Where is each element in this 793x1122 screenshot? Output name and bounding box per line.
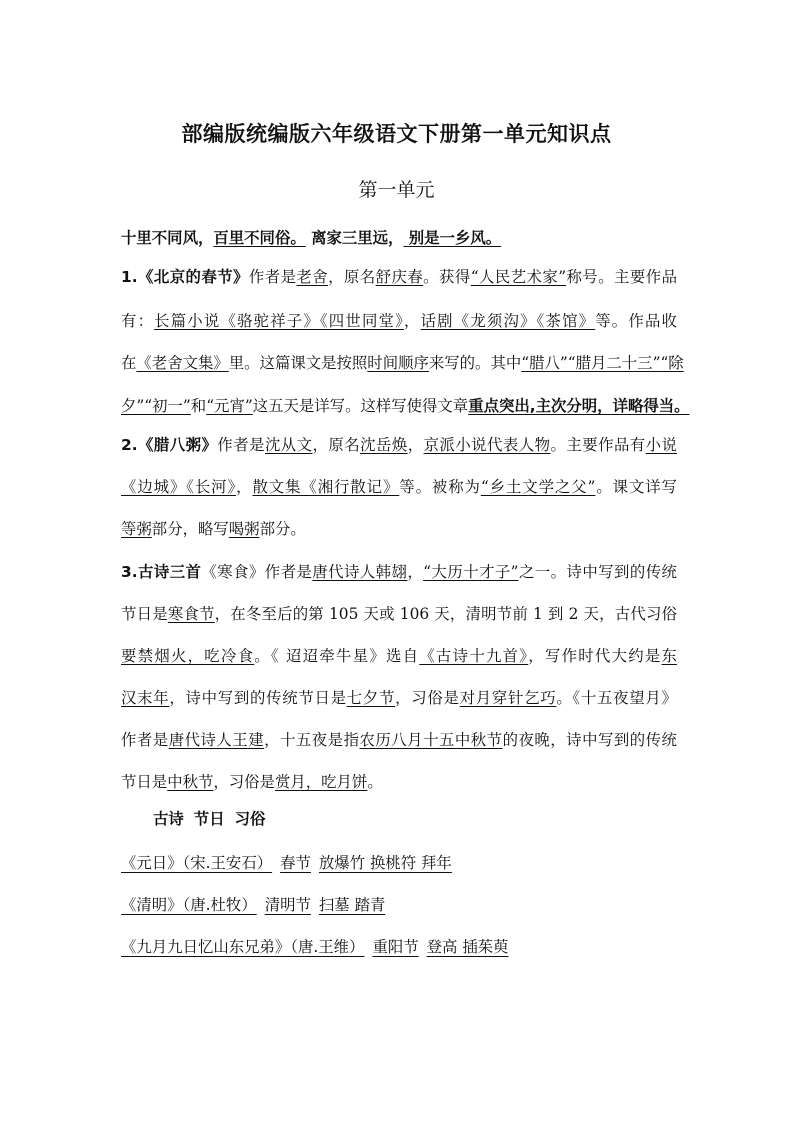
document-title: 部编版统编版六年级语文下册第一单元知识点	[181, 122, 612, 146]
section3-line1: 3.古诗三首《寒食》作者是唐代诗人韩翃，“大历十才子”之一。诗中写到的传统	[121, 563, 677, 581]
section2-line1: 2.《腊八粥》作者是沈从文，原名沈岳焕，京派小说代表人物。主要作品有小说	[121, 436, 677, 454]
unit-heading: 第一单元	[358, 179, 435, 201]
section1-line4: 夕”“初一”和“元宵”这五天是详写。这样写使得文章重点突出,主次分明，详略得当。	[121, 397, 690, 415]
row-custom: 扫墓 踏青	[318, 896, 386, 914]
table-row	[121, 893, 393, 915]
section3-line4: 汉末年，诗中写到的传统节日是七夕节，习俗是对月穿针乞巧。《十五夜望月》	[121, 689, 677, 707]
proverb-part-3: 离家三里远，	[305, 229, 404, 247]
header-custom: 习俗	[234, 810, 266, 828]
section1-line3: 在《老舍文集》里。这篇课文是按照时间顺序来写的。其中“腊八”“腊月二十三”“除	[121, 354, 684, 372]
proverb-part-1: 十里不同风，	[121, 229, 214, 247]
proverb-part-2: 百里不同俗。	[213, 229, 306, 247]
section3-line5: 作者是唐代诗人王建，十五夜是指农历八月十五中秋节的夜晚，诗中写到的传统	[121, 731, 677, 749]
row-festival: 重阳节	[372, 938, 419, 956]
section1-line1: 1.《北京的春节》作者是老舍，原名舒庆春。获得“人民艺术家”称号。主要作品	[121, 268, 677, 286]
header-poem: 古诗	[153, 810, 184, 828]
table-row	[121, 851, 460, 873]
row-custom: 登高 插茱萸	[426, 938, 509, 956]
row-custom: 放爆竹 换桃符 拜年	[318, 854, 452, 872]
section1-line2: 有：长篇小说《骆驼祥子》《四世同堂》，话剧《龙须沟》《茶馆》等。作品收	[121, 312, 677, 330]
row-festival: 清明节	[264, 896, 311, 914]
row-festival: 春节	[280, 854, 311, 872]
row-poem: 《元日》（宋.王安石）	[121, 854, 273, 872]
poem-table-header	[153, 807, 275, 829]
section3-line6: 节日是中秋节，习俗是赏月，吃月饼。	[121, 773, 383, 791]
section3-line2: 节日是寒食节，在冬至后的第 105 天或 106 天，清明节前 1 到 2 天，古代习俗	[121, 605, 677, 623]
header-festival: 节日	[193, 810, 225, 828]
section3-line3: 要禁烟火，吃冷食。《 迢迢牵牛星》选自《古诗十九首》，写作时代大约是东	[121, 647, 677, 665]
section2-line3: 等粥部分，略写喝粥部分。	[121, 520, 306, 538]
section2-line2: 《边城》《长河》，散文集《湘行散记》等。被称为“乡土文学之父”。课文详写	[121, 478, 677, 496]
table-row	[121, 935, 517, 957]
row-poem: 《九月九日忆山东兄弟》（唐.王维）	[121, 938, 365, 956]
row-poem: 《清明》（唐.杜牧）	[121, 896, 257, 914]
proverb-line	[121, 227, 677, 249]
proverb-part-4: 别是一乡风。	[403, 229, 502, 247]
